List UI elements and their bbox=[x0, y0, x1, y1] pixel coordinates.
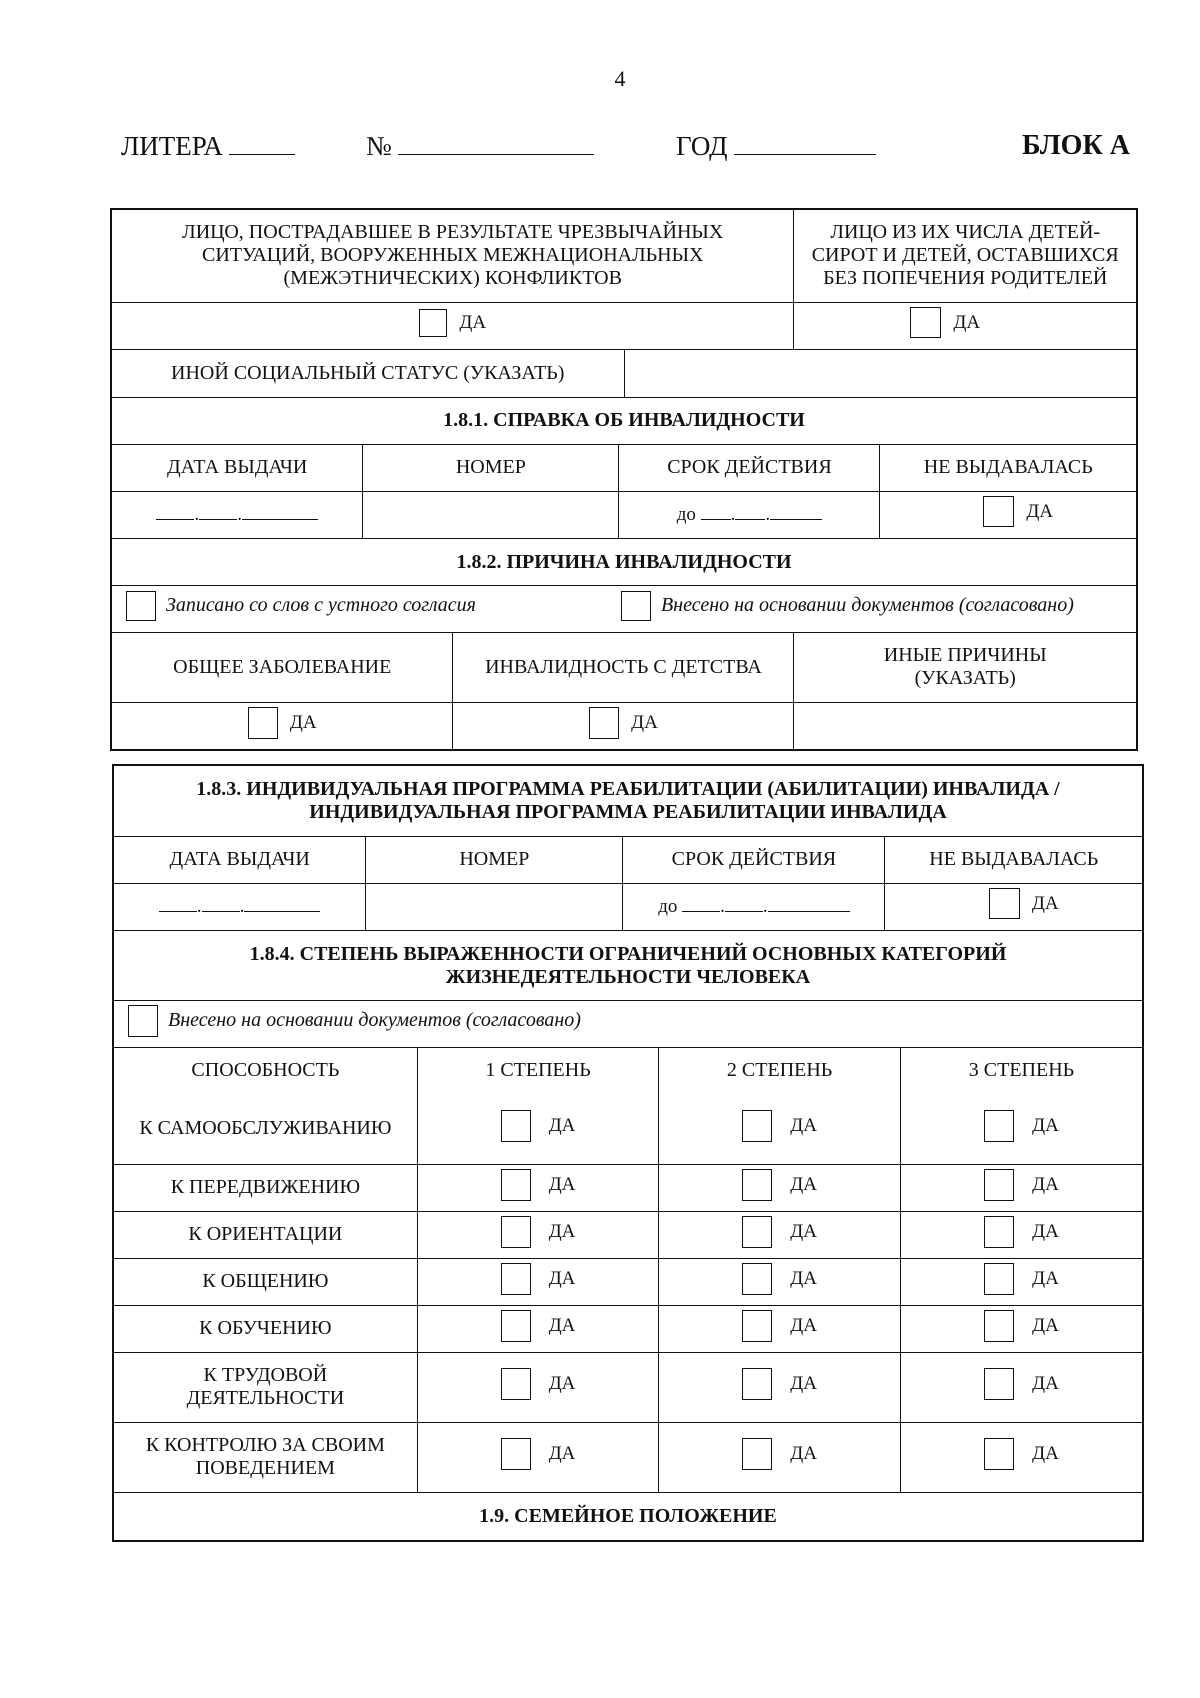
documents-label: Внесено на основании документов (согласовано) bbox=[660, 594, 1074, 617]
issue-date-input[interactable]: . . bbox=[112, 491, 363, 538]
litera-field bbox=[121, 130, 295, 162]
degree-2-checkbox[interactable] bbox=[742, 1263, 772, 1295]
yes-label: ДА bbox=[548, 1443, 576, 1465]
degree-3-checkbox[interactable] bbox=[984, 1216, 1014, 1248]
disability-cause-table bbox=[112, 538, 1136, 632]
other-status-input[interactable] bbox=[624, 350, 1136, 397]
limitations-title-table bbox=[114, 930, 1142, 1047]
form-section-upper bbox=[110, 208, 1138, 751]
degree-1-cell bbox=[417, 1305, 659, 1352]
form-section-lower bbox=[112, 764, 1144, 1542]
degree-1-cell bbox=[417, 1094, 659, 1164]
yes-label: ДА bbox=[1032, 1114, 1059, 1136]
degree-3-checkbox[interactable] bbox=[984, 1263, 1014, 1295]
degree-1-checkbox[interactable] bbox=[501, 1368, 531, 1400]
yes-label: ДА bbox=[790, 1173, 817, 1195]
degree-2-cell bbox=[659, 1352, 901, 1422]
number-field bbox=[366, 130, 594, 162]
year-label: ГОД bbox=[676, 131, 728, 161]
degree-2-checkbox[interactable] bbox=[742, 1368, 772, 1400]
childhood-disability-cell bbox=[453, 702, 794, 749]
limitation-row bbox=[114, 1164, 1142, 1211]
yes-label: ДА bbox=[1032, 1267, 1059, 1289]
limitation-row bbox=[114, 1305, 1142, 1352]
yes-label: ДА bbox=[631, 711, 658, 733]
litera-label: ЛИТЕРА bbox=[121, 131, 223, 161]
degree-2-cell bbox=[659, 1422, 901, 1492]
degree-3-checkbox[interactable] bbox=[984, 1169, 1014, 1201]
degree-3-cell bbox=[900, 1422, 1142, 1492]
degree-2-cell bbox=[659, 1164, 901, 1211]
oral-consent-label: Записано со слов с устного согласия bbox=[166, 594, 476, 617]
ability-label: К КОНТРОЛЮ ЗА СВОИМ ПОВЕДЕНИЕМ bbox=[114, 1422, 417, 1492]
ability-label: К ОБЩЕНИЮ bbox=[114, 1258, 417, 1305]
yes-label: ДА bbox=[953, 311, 981, 333]
orphan-checkbox[interactable] bbox=[910, 307, 941, 338]
degree-3-checkbox[interactable] bbox=[984, 1368, 1014, 1400]
orphan-yes-cell bbox=[794, 302, 1136, 349]
validity-input[interactable]: до . . bbox=[623, 883, 885, 930]
yes-label: ДА bbox=[790, 1314, 817, 1336]
general-disease-checkbox[interactable] bbox=[248, 707, 278, 739]
limitation-row bbox=[114, 1422, 1142, 1492]
yes-label: ДА bbox=[548, 1314, 576, 1336]
other-status-label: ИНОЙ СОЦИАЛЬНЫЙ СТАТУС (УКАЗАТЬ) bbox=[112, 350, 624, 397]
other-causes-header: ИНЫЕ ПРИЧИНЫ (УКАЗАТЬ) bbox=[794, 632, 1136, 702]
yes-label: ДА bbox=[548, 1373, 576, 1395]
emergency-victim-checkbox[interactable] bbox=[419, 309, 447, 337]
degree-3-cell bbox=[900, 1211, 1142, 1258]
limitation-row bbox=[114, 1352, 1142, 1422]
childhood-disability-header: ИНВАЛИДНОСТЬ С ДЕТСТВА bbox=[453, 632, 794, 702]
issue-date-input[interactable]: . . bbox=[114, 883, 366, 930]
degree-2-cell bbox=[659, 1211, 901, 1258]
degree-2-cell bbox=[659, 1094, 901, 1164]
limitations-rows bbox=[114, 1094, 1142, 1492]
not-issued-checkbox[interactable] bbox=[989, 888, 1020, 919]
limitation-row bbox=[114, 1211, 1142, 1258]
degree-2-checkbox[interactable] bbox=[742, 1438, 772, 1470]
degree-1-checkbox[interactable] bbox=[501, 1310, 531, 1342]
section-1-8-1-title: 1.8.1. СПРАВКА ОБ ИНВАЛИДНОСТИ bbox=[112, 397, 1136, 444]
other-causes-input[interactable] bbox=[794, 702, 1136, 749]
yes-label: ДА bbox=[790, 1267, 817, 1289]
yes-label: ДА bbox=[289, 711, 317, 733]
degree-1-checkbox[interactable] bbox=[501, 1216, 531, 1248]
ability-label: К САМООБСЛУЖИВАНИЮ bbox=[114, 1094, 417, 1164]
number-input[interactable] bbox=[363, 491, 619, 538]
degree-1-checkbox[interactable] bbox=[501, 1263, 531, 1295]
yes-label: ДА bbox=[1032, 1173, 1059, 1195]
yes-label: ДА bbox=[1032, 1373, 1059, 1395]
source-row bbox=[112, 586, 1136, 632]
degree-1-cell bbox=[417, 1258, 659, 1305]
col-not-issued: НЕ ВЫДАВАЛАСЬ bbox=[885, 836, 1142, 883]
degree-3-checkbox[interactable] bbox=[984, 1110, 1014, 1142]
degree-1-cell bbox=[417, 1164, 659, 1211]
limitation-row bbox=[114, 1094, 1142, 1164]
degree-3-cell bbox=[900, 1094, 1142, 1164]
general-disease-cell bbox=[112, 702, 453, 749]
not-issued-cell bbox=[880, 491, 1136, 538]
yes-label: ДА bbox=[1032, 1314, 1059, 1336]
ability-label: К ТРУДОВОЙ ДЕЯТЕЛЬНОСТИ bbox=[114, 1352, 417, 1422]
degree-3-cell bbox=[900, 1305, 1142, 1352]
year-blank[interactable] bbox=[734, 130, 876, 155]
disability-cause-options bbox=[112, 632, 1136, 750]
col-degree-2: 2 СТЕПЕНЬ bbox=[659, 1047, 901, 1094]
degree-1-cell bbox=[417, 1422, 659, 1492]
yes-label: ДА bbox=[790, 1373, 817, 1395]
block-label: БЛОК А bbox=[1022, 130, 1130, 161]
documents-checkbox[interactable] bbox=[621, 591, 651, 621]
disability-certificate-table bbox=[112, 397, 1136, 539]
year-field bbox=[676, 130, 876, 162]
documents-checkbox[interactable] bbox=[128, 1005, 158, 1037]
degree-2-checkbox[interactable] bbox=[742, 1310, 772, 1342]
degree-3-cell bbox=[900, 1352, 1142, 1422]
col-issue-date: ДАТА ВЫДАЧИ bbox=[114, 836, 366, 883]
degree-2-checkbox[interactable] bbox=[742, 1216, 772, 1248]
section-1-8-3-title: 1.8.3. ИНДИВИДУАЛЬНАЯ ПРОГРАММА РЕАБИЛИТАЦИИ (АБИЛИТАЦИИ) ИНВАЛИДА / ИНДИВИДУАЛЬНАЯ ПРОГРАММА РЕАБИЛИТАЦИИ ИНВАЛИДА bbox=[114, 766, 1142, 836]
yes-label: ДА bbox=[548, 1173, 576, 1195]
yes-label: ДА bbox=[459, 311, 487, 333]
limitation-row bbox=[114, 1258, 1142, 1305]
limitations-table bbox=[114, 1047, 1142, 1493]
col-validity: СРОК ДЕЙСТВИЯ bbox=[623, 836, 885, 883]
validity-input[interactable]: до . . bbox=[619, 491, 880, 538]
documents-label: Внесено на основании документов (согласовано) bbox=[168, 1009, 581, 1032]
degree-1-checkbox[interactable] bbox=[501, 1169, 531, 1201]
ability-label: К ОРИЕНТАЦИИ bbox=[114, 1211, 417, 1258]
degree-3-cell bbox=[900, 1164, 1142, 1211]
childhood-disability-checkbox[interactable] bbox=[589, 707, 619, 739]
family-status-table bbox=[114, 1492, 1142, 1540]
general-disease-header: ОБЩЕЕ ЗАБОЛЕВАНИЕ bbox=[112, 632, 453, 702]
yes-label: ДА bbox=[1026, 500, 1054, 522]
emergency-victim-yes-cell bbox=[112, 302, 794, 349]
not-issued-checkbox[interactable] bbox=[983, 496, 1014, 527]
col-not-issued: НЕ ВЫДАВАЛАСЬ bbox=[880, 444, 1136, 491]
degree-3-checkbox[interactable] bbox=[984, 1438, 1014, 1470]
orphan-header: ЛИЦО ИЗ ИХ ЧИСЛА ДЕТЕЙ-СИРОТ И ДЕТЕЙ, ОСТАВШИХСЯ БЕЗ ПОПЕЧЕНИЯ РОДИТЕЛЕЙ bbox=[794, 210, 1136, 302]
yes-label: ДА bbox=[548, 1220, 576, 1242]
yes-label: ДА bbox=[790, 1220, 817, 1242]
col-number: НОМЕР bbox=[366, 836, 623, 883]
col-number: НОМЕР bbox=[363, 444, 619, 491]
col-degree-1: 1 СТЕПЕНЬ bbox=[417, 1047, 659, 1094]
section-1-8-2-title: 1.8.2. ПРИЧИНА ИНВАЛИДНОСТИ bbox=[112, 539, 1136, 586]
ability-label: К ОБУЧЕНИЮ bbox=[114, 1305, 417, 1352]
degree-1-checkbox[interactable] bbox=[501, 1110, 531, 1142]
yes-label: ДА bbox=[548, 1267, 576, 1289]
degree-1-cell bbox=[417, 1352, 659, 1422]
source-row bbox=[114, 1001, 1142, 1047]
degree-2-cell bbox=[659, 1305, 901, 1352]
number-label: № bbox=[366, 131, 392, 161]
degree-2-checkbox[interactable] bbox=[742, 1169, 772, 1201]
col-issue-date: ДАТА ВЫДАЧИ bbox=[112, 444, 363, 491]
yes-label: ДА bbox=[548, 1114, 576, 1136]
degree-1-checkbox[interactable] bbox=[501, 1438, 531, 1470]
section-1-9-title: 1.9. СЕМЕЙНОЕ ПОЛОЖЕНИЕ bbox=[479, 1504, 777, 1527]
degree-3-checkbox[interactable] bbox=[984, 1310, 1014, 1342]
col-ability: СПОСОБНОСТЬ bbox=[114, 1047, 417, 1094]
degree-1-cell bbox=[417, 1211, 659, 1258]
yes-label: ДА bbox=[790, 1114, 817, 1136]
degree-2-checkbox[interactable] bbox=[742, 1110, 772, 1142]
yes-label: ДА bbox=[790, 1443, 817, 1465]
litera-blank[interactable] bbox=[229, 130, 295, 155]
ability-label: К ПЕРЕДВИЖЕНИЮ bbox=[114, 1164, 417, 1211]
degree-3-cell bbox=[900, 1258, 1142, 1305]
other-status-table bbox=[112, 349, 1136, 397]
number-blank[interactable] bbox=[398, 130, 594, 155]
section-1-8-4-title: 1.8.4. СТЕПЕНЬ ВЫРАЖЕННОСТИ ОГРАНИЧЕНИЙ ОСНОВНЫХ КАТЕГОРИЙ ЖИЗНЕДЕЯТЕЛЬНОСТИ ЧЕЛОВЕКА bbox=[114, 931, 1142, 1001]
page-number: 4 bbox=[614, 66, 626, 91]
not-issued-cell bbox=[885, 883, 1142, 930]
rehab-program-table bbox=[114, 766, 1142, 930]
yes-label: ДА bbox=[1032, 1443, 1059, 1465]
col-degree-3: 3 СТЕПЕНЬ bbox=[900, 1047, 1142, 1094]
degree-2-cell bbox=[659, 1258, 901, 1305]
yes-label: ДА bbox=[1032, 1220, 1059, 1242]
col-validity: СРОК ДЕЙСТВИЯ bbox=[619, 444, 880, 491]
emergency-victim-header: ЛИЦО, ПОСТРАДАВШЕЕ В РЕЗУЛЬТАТЕ ЧРЕЗВЫЧАЙНЫХ СИТУАЦИЙ, ВООРУЖЕННЫХ МЕЖНАЦИОНАЛЬНЫХ (МЕЖЭТНИЧЕСКИХ) КОНФЛИКТОВ bbox=[112, 210, 794, 302]
yes-label: ДА bbox=[1031, 892, 1059, 914]
number-input[interactable] bbox=[366, 883, 623, 930]
status-table bbox=[112, 210, 1136, 349]
oral-consent-checkbox[interactable] bbox=[126, 591, 156, 621]
